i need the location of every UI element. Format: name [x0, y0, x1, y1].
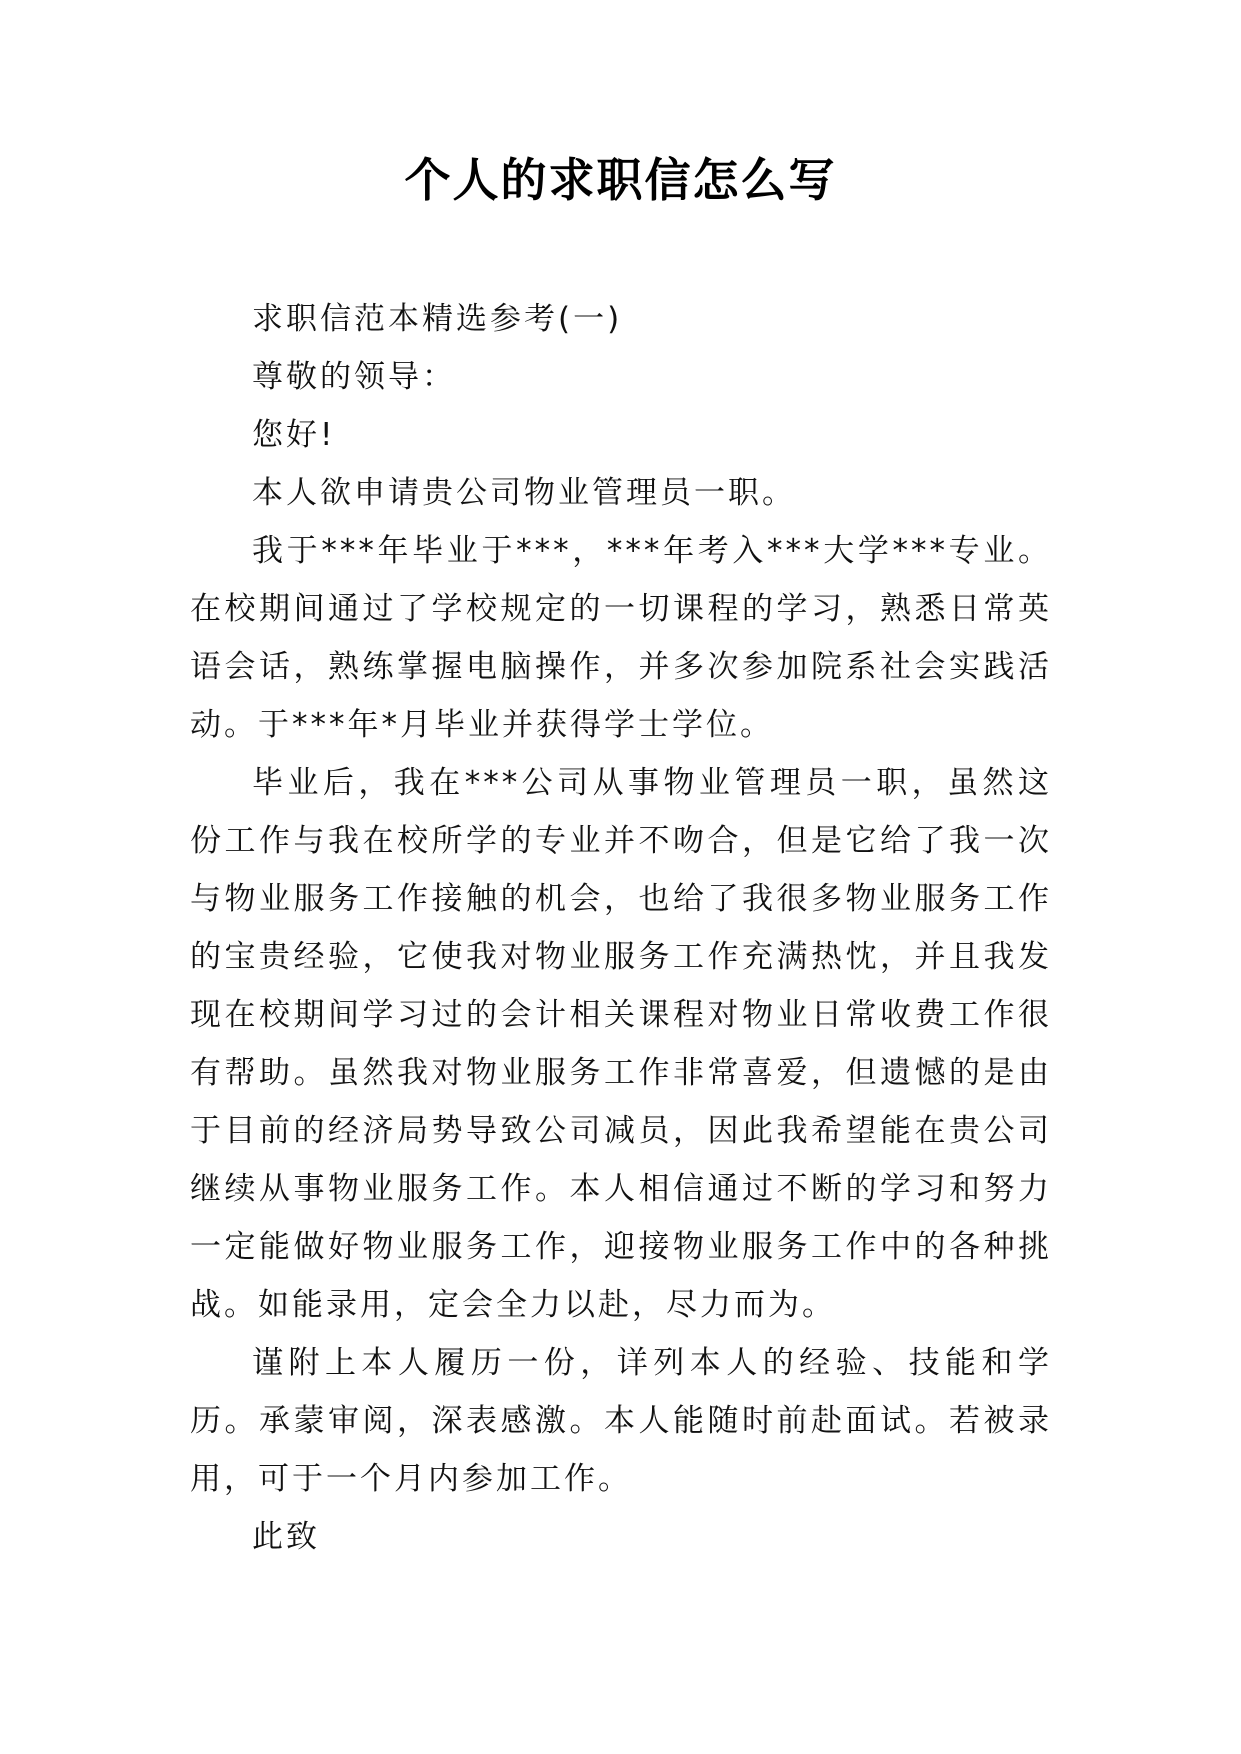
greeting: 您好! [252, 417, 336, 453]
experience-paragraph: 毕业后，我在***公司从事物业管理员一职，虽然这份工作与我在校所学的专业并不吻合，但是它给了我一次与物业服务工作接触的机会，也给了我很多物业服务工作的宝贵经验，它使我对物业服务工作充满热忱，并且我发现在校期间学习过的会计相关课程对物业日常收费工作很有帮助。虽然我对物业服务工作非常喜爱，但遗憾的是由于目前的经济局势导致公司减员，因此我希望能在贵公司继续从事物业服务工作。本人相信通过不断的学习和努力一定能做好物业服务工作，迎接物业服务工作中的各种挑战。如能录用，定会全力以赴，尽力而为。 [190, 765, 1052, 1323]
letter-body [190, 290, 1052, 1566]
section-heading: 求职信范本精选参考(一) [252, 301, 623, 337]
document-title: 个人的求职信怎么写 [404, 153, 837, 207]
sign-off: 此致 [252, 1519, 320, 1555]
education-paragraph: 我于***年毕业于***，***年考入***大学***专业。在校期间通过了学校规定的一切课程的学习，熟悉日常英语会话，熟练掌握电脑操作，并多次参加院系社会实践活动。于***年*月毕业并获得学士学位。 [190, 533, 1052, 743]
salutation: 尊敬的领导： [252, 359, 456, 395]
closing-paragraph: 谨附上本人履历一份，详列本人的经验、技能和学历。承蒙审阅，深表感激。本人能随时前赴面试。若被录用，可于一个月内参加工作。 [190, 1345, 1052, 1497]
application-statement: 本人欲申请贵公司物业管理员一职。 [252, 475, 796, 511]
